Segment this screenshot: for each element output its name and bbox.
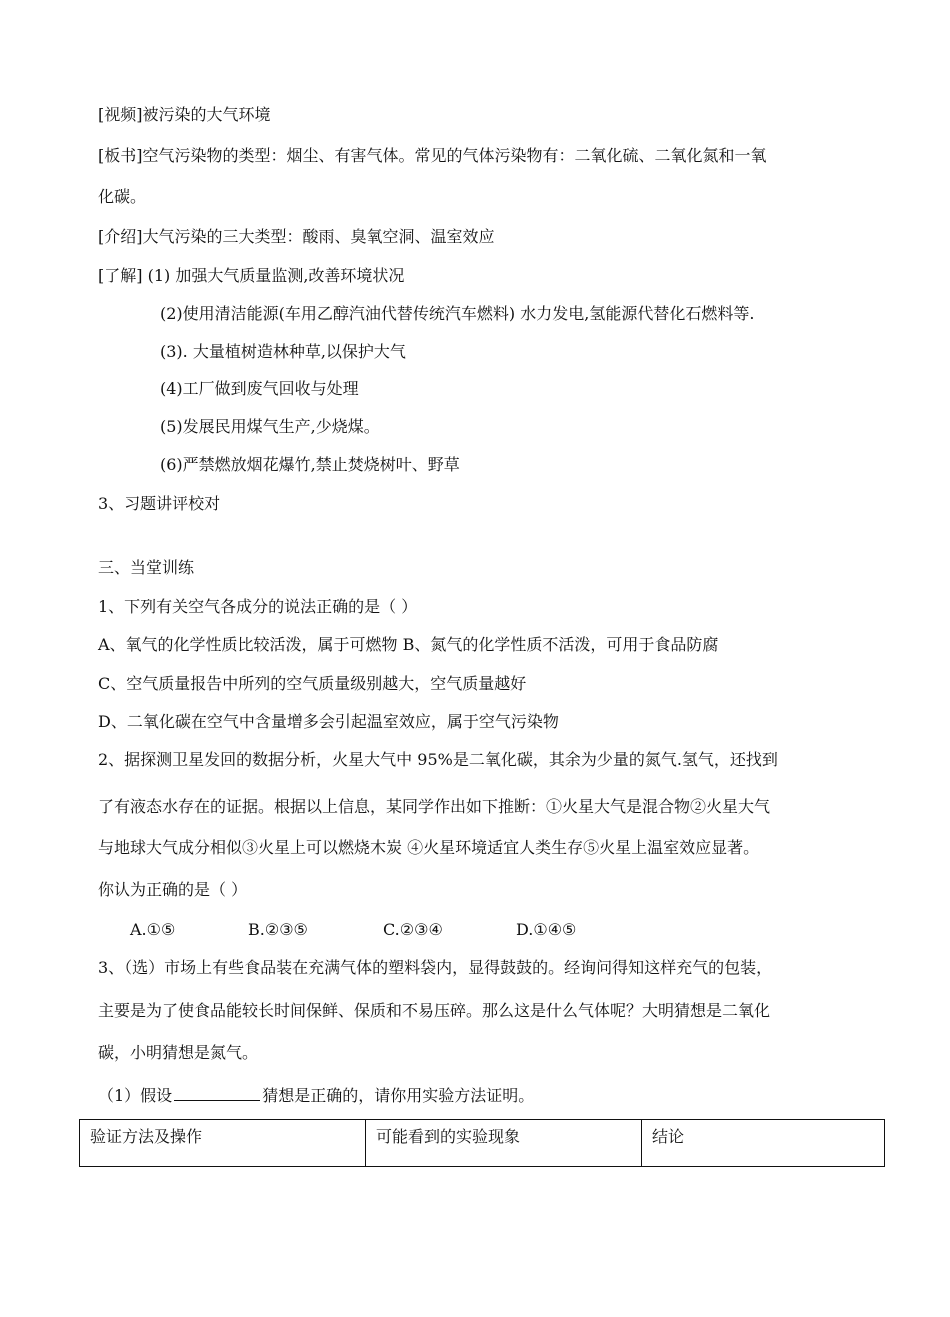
question-2-cont-2: 与地球大气成分相似③火星上可以燃烧木炭 ④火星环境适宜人类生存⑤火星上温室效应显著。 bbox=[98, 838, 760, 857]
question-3: 3、（选）市场上有些食品装在充满气体的塑料袋内，显得鼓鼓的。经询问得知这样充气的包装， bbox=[98, 958, 773, 977]
table-header-conclusion: 结论 bbox=[642, 1120, 885, 1167]
line-board-cont: 化碳。 bbox=[98, 187, 147, 206]
question-2: 2、据探测卫星发回的数据分析，火星大气中 95%是二氧化碳，其余为少量的氮气.氢气，还找到 bbox=[98, 750, 778, 769]
line-learn-3: (3). 大量植树造林种草,以保护大气 bbox=[160, 342, 406, 361]
question-2-cont-1: 了有液态水存在的证据。根据以上信息，某同学作出如下推断：①火星大气是混合物②火星大气 bbox=[98, 797, 771, 816]
line-learn-2: (2)使用清洁能源(车用乙醇汽油代替传统汽车燃料) 水力发电,氢能源代替化石燃料等. bbox=[160, 304, 755, 323]
question-2-prompt: 你认为正确的是（ ） bbox=[98, 880, 248, 899]
line-learn-5: (5)发展民用煤气生产,少烧煤。 bbox=[160, 417, 380, 436]
question-2-option-b: B.②③⑤ bbox=[248, 920, 308, 939]
question-3-cont-2: 碳，小明猜想是氮气。 bbox=[98, 1043, 259, 1062]
question-3-sub-1-prefix: （1）假设 bbox=[98, 1086, 173, 1105]
section-title-practice: 三、当堂训练 bbox=[98, 558, 195, 577]
line-board: [板书]空气污染物的类型：烟尘、有害气体。常见的气体污染物有：二氧化硫、二氧化氮和一氧 bbox=[98, 146, 767, 165]
question-3-cont-1: 主要是为了使食品能较长时间保鲜、保质和不易压碎。那么这是什么气体呢？大明猜想是二氧化 bbox=[98, 1001, 771, 1020]
table-header-method: 验证方法及操作 bbox=[80, 1120, 366, 1167]
line-intro: [介绍]大气污染的三大类型：酸雨、臭氧空洞、温室效应 bbox=[98, 227, 495, 246]
experiment-table bbox=[79, 1119, 885, 1167]
question-2-option-a: A.①⑤ bbox=[130, 920, 176, 939]
line-learn-1: [了解] (1) 加强大气质量监测,改善环境状况 bbox=[98, 266, 405, 285]
table-header-phenomenon: 可能看到的实验现象 bbox=[366, 1120, 642, 1167]
question-1-option-d: D、二氧化碳在空气中含量增多会引起温室效应，属于空气污染物 bbox=[98, 712, 559, 731]
question-1-option-ab: A、氧气的化学性质比较活泼，属于可燃物 B、氮气的化学性质不活泼，可用于食品防腐 bbox=[98, 635, 719, 654]
question-2-option-c: C.②③④ bbox=[383, 920, 443, 939]
question-3-sub-1-suffix: 猜想是正确的，请你用实验方法证明。 bbox=[262, 1086, 535, 1105]
question-1-option-c: C、空气质量报告中所列的空气质量级别越大，空气质量越好 bbox=[98, 674, 527, 693]
line-learn-4: (4)工厂做到废气回收与处理 bbox=[160, 379, 359, 398]
line-review: 3、习题讲评校对 bbox=[98, 494, 221, 513]
table-header-row bbox=[80, 1120, 885, 1167]
question-3-sub-1 bbox=[98, 1084, 534, 1106]
answer-blank[interactable] bbox=[174, 1084, 260, 1101]
question-2-option-d: D.①④⑤ bbox=[516, 920, 577, 939]
question-1: 1、下列有关空气各成分的说法正确的是（ ） bbox=[98, 597, 418, 616]
line-video: [视频]被污染的大气环境 bbox=[98, 105, 271, 124]
line-learn-6: (6)严禁燃放烟花爆竹,禁止焚烧树叶、野草 bbox=[160, 455, 460, 474]
